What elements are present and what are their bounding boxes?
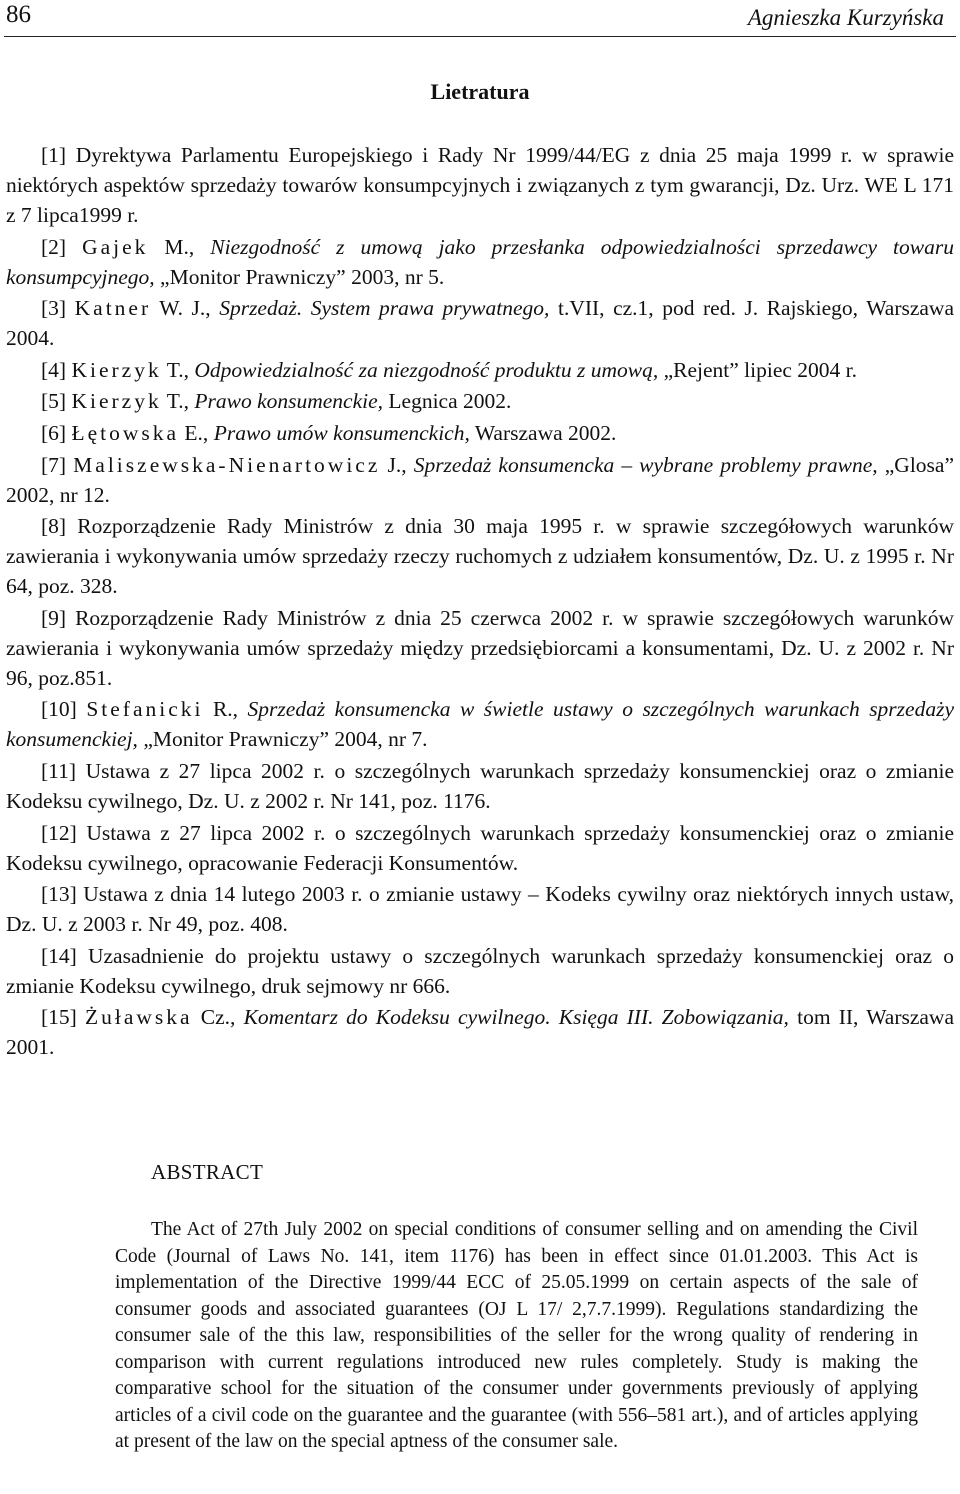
header-rule: [4, 36, 956, 37]
reference-author: Katner: [74, 296, 152, 321]
reference-text: Ustawa z 27 lipca 2002 r. o szczególnych warunkach sprzedaży konsumenckiej oraz o zmianie Kodeksu cywilnego, Dz. U. z 2002 r. Nr 141, poz. 1176.: [6, 758, 954, 813]
reference-number: [7]: [41, 452, 74, 477]
reference-author: Kierzyk: [71, 357, 162, 382]
reference-title: Komentarz do Kodeksu cywilnego. Księga III. Zobowiązania,: [243, 1005, 789, 1030]
reference-list: [6, 140, 954, 1064]
reference-author-initials: E.,: [179, 420, 214, 445]
reference-author-initials: W. J.,: [151, 296, 220, 321]
reference-text: Uzasadnienie do projektu ustawy o szczególnych warunkach sprzedaży konsumenckiej oraz o zmianie Kodeksu cywilnego, druk sejmowy nr 666.: [6, 943, 954, 998]
reference-title: Sprzedaż. System prawa prywatnego,: [219, 296, 550, 321]
reference-number: [15]: [41, 1005, 85, 1030]
reference-number: [1]: [41, 143, 76, 167]
reference-text: tom II, Warszawa 2001.: [6, 1005, 954, 1060]
reference-item: [6, 694, 954, 754]
reference-text: Rozporządzenie Rady Ministrów z dnia 30 maja 1995 r. w sprawie szczegółowych warunków zawierania i wykonywania umów sprzedaży rzeczy ruchomych z udziałem konsumentów, Dz. U. z 1995 r. Nr 64, poz. 328.: [6, 514, 954, 599]
reference-number: [14]: [41, 943, 88, 968]
reference-item: [6, 756, 954, 816]
reference-number: [13]: [41, 882, 84, 907]
reference-title: Sprzedaż konsumencka w świetle ustawy o szczególnych warunkach sprzedaży konsumenckiej,: [6, 697, 954, 752]
reference-title: Prawo konsumenckie,: [194, 389, 384, 414]
reference-text: „Rejent” lipiec 2004 r.: [658, 357, 858, 382]
reference-item: [6, 386, 954, 416]
reference-author-initials: J.,: [380, 452, 414, 477]
reference-author: Żuławska: [85, 1005, 193, 1030]
reference-item: [6, 818, 954, 878]
reference-text: „Glosa” 2002, nr 12.: [6, 452, 955, 507]
reference-number: [12]: [41, 820, 87, 845]
reference-item: [6, 879, 954, 939]
reference-title: Odpowiedzialność za niezgodność produktu z umową,: [194, 357, 659, 382]
running-head-author: Agnieszka Kurzyńska: [747, 5, 944, 30]
reference-number: [9]: [41, 605, 76, 630]
abstract-heading: ABSTRACT: [151, 1160, 264, 1184]
reference-number: [10]: [41, 697, 87, 722]
reference-author: Kierzyk: [71, 389, 162, 414]
reference-item: [6, 603, 954, 693]
reference-title: Prawo umów konsumenckich,: [213, 420, 470, 445]
reference-text: t.VII, cz.1, pod red. J. Rajskiego, Warszawa 2004.: [6, 296, 954, 351]
reference-title: Sprzedaż konsumencka – wybrane problemy prawne,: [413, 452, 878, 477]
page-number: 86: [6, 1, 31, 28]
reference-author-initials: M.,: [148, 234, 211, 259]
reference-item: [6, 355, 954, 385]
reference-text: Ustawa z dnia 14 lutego 2003 r. o zmianie ustawy – Kodeks cywilny oraz niektórych innych ustaw, Dz. U. z 2003 r. Nr 49, poz. 408.: [6, 882, 954, 937]
reference-author-initials: Cz.,: [192, 1005, 244, 1030]
reference-author-initials: T.,: [161, 389, 195, 414]
reference-text: Warszawa 2002.: [469, 420, 617, 445]
reference-text: Rozporządzenie Rady Ministrów z dnia 25 czerwca 2002 r. w sprawie szczegółowych warunków zawierania i wykonywania umów sprzedaży między przedsiębiorcami a konsumentami, Dz. U. z 2002 r. Nr 96, poz.851.: [6, 605, 954, 690]
reference-item: [6, 140, 954, 230]
reference-item: [6, 941, 954, 1001]
reference-author: Gajek: [82, 234, 149, 259]
reference-text: „Monitor Prawniczy” 2004, nr 7.: [137, 727, 428, 752]
section-title: Lietratura: [430, 79, 530, 104]
reference-item: [6, 418, 954, 448]
abstract-body: The Act of 27th July 2002 on special conditions of consumer selling and on amending the Civil Code (Journal of Laws No. 141, item 1176) has been in effect since 01.01.2003. This Act is implementation of the Directive 1999/44 ECC of 25.05.1999 on certain aspects of the sale of consumer goods and associated guarantees (OJ L 17/ 2,7.7.1999). Regulations standardizing the consumer sale of the this law, responsibilities of the seller for the wrong quality of rendering in comparison with current regulations introduced new rules completely. Study is making the comparative school for the situation of the consumer under governments previously of applying articles of a civil code on the guarantee and the guarantee (with 556–581 art.), and of articles applying at present of the law on the special aptness of the consumer sale.: [115, 1219, 918, 1452]
reference-item: [6, 1002, 954, 1062]
reference-author-initials: T.,: [161, 357, 195, 382]
reference-author: Stefanicki: [86, 697, 204, 722]
reference-item: [6, 450, 954, 510]
reference-title: Niezgodność z umową jako przesłanka odpowiedzialności sprzedawcy towaru konsumpcyjnego,: [6, 234, 954, 289]
reference-item: [6, 511, 954, 601]
reference-text: „Monitor Prawniczy” 2003, nr 5.: [154, 264, 445, 289]
reference-item: [6, 293, 954, 353]
reference-number: [11]: [41, 758, 86, 783]
reference-author: Maliszewska-Nienartowicz: [73, 452, 381, 477]
reference-number: [5]: [41, 389, 72, 414]
reference-text: Ustawa z 27 lipca 2002 r. o szczególnych warunkach sprzedaży konsumenckiej oraz o zmianie Kodeksu cywilnego, opracowanie Federacji Konsumentów.: [6, 820, 954, 875]
reference-text: Legnica 2002.: [383, 389, 512, 414]
reference-number: [2]: [41, 234, 83, 259]
reference-number: [4]: [41, 357, 72, 382]
reference-number: [6]: [41, 420, 72, 445]
reference-author-initials: R.,: [203, 697, 248, 722]
reference-item: [6, 232, 954, 292]
reference-number: [8]: [41, 514, 78, 539]
reference-number: [3]: [41, 296, 75, 321]
reference-text: Dyrektywa Parlamentu Europejskiego i Rady Nr 1999/44/EG z dnia 25 maja 1999 r. w sprawie niektórych aspektów sprzedaży towarów konsumpcyjnych i związanych z tym gwarancji, Dz. Urz. WE L 171 z 7 lipca1999 r.: [6, 143, 954, 227]
reference-author: Łętowska: [71, 420, 180, 445]
